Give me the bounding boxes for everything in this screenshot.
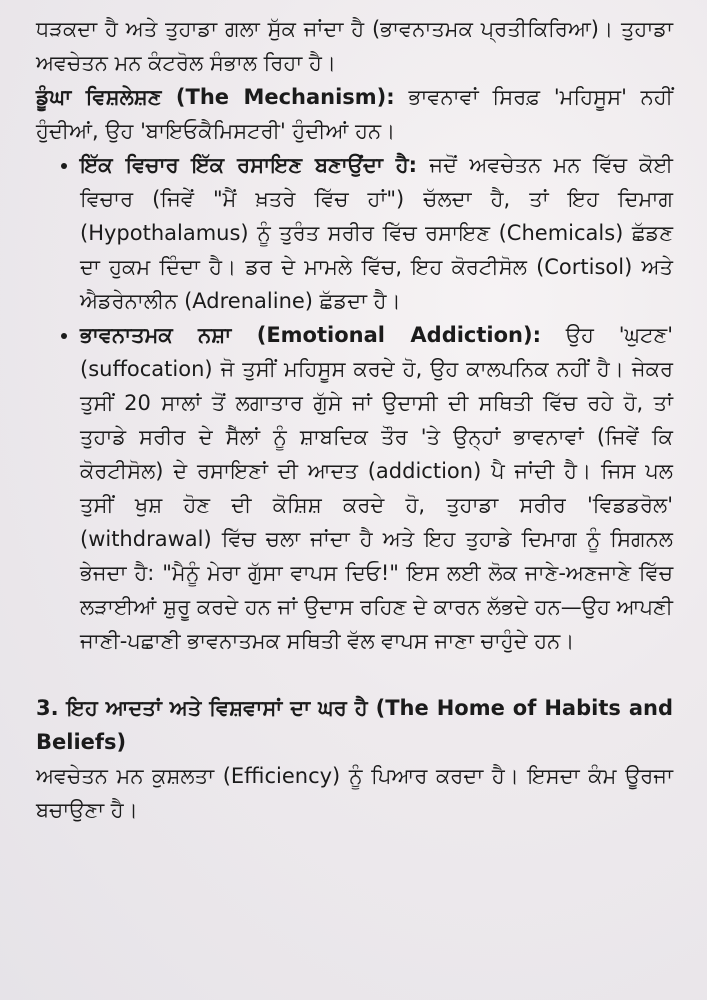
bullet-text: ਉਹ 'ਘੁਟਣ' (suffocation) ਜੋ ਤੁਸੀਂ ਮਹਿਸੂਸ ਕਰਦੇ ਹੋ, ਉਹ ਕਾਲਪਨਿਕ ਨਹੀਂ ਹੈ। ਜੇਕਰ ਤੁਸੀਂ 20 ਸਾਲਾਂ ਤੋਂ ਲਗਾਤਾਰ ਗੁੱਸੇ ਜਾਂ ਉਦਾਸੀ ਦੀ ਸਥਿਤੀ ਵਿੱਚ ਰਹੇ ਹੋ, ਤਾਂ ਤੁਹਾਡੇ ਸਰੀਰ ਦੇ ਸੈੱਲਾਂ ਨੂੰ ਸ਼ਾਬਦਿਕ ਤੌਰ 'ਤੇ ਉਨ੍ਹਾਂ ਭਾਵਨਾਵਾਂ (ਜਿਵੇਂ ਕਿ ਕੋਰਟੀਸੋਲ) ਦੇ ਰਸਾਇਣਾਂ ਦੀ ਆਦਤ (addiction) ਪੈ ਜਾਂਦੀ ਹੈ। ਜਿਸ ਪਲ ਤੁਸੀਂ ਖੁਸ਼ ਹੋਣ ਦੀ ਕੋਸ਼ਿਸ਼ ਕਰਦੇ ਹੋ, ਤੁਹਾਡਾ ਸਰੀਰ 'ਵਿਡਡਰੋਲ' (withdrawal) ਵਿੱਚ ਚਲਾ ਜਾਂਦਾ ਹੈ ਅਤੇ ਇਹ ਤੁਹਾਡੇ ਦਿਮਾਗ ਨੂੰ ਸਿਗਨਲ ਭੇਜਦਾ ਹੈ: "ਮੈਨੂੰ ਮੇਰਾ ਗੁੱਸਾ ਵਾਪਸ ਦਿਓ!" ਇਸ ਲਈ ਲੋਕ ਜਾਣੇ-ਅਣਜਾਣੇ ਵਿੱਚ ਲੜਾਈਆਂ ਸ਼ੁਰੂ ਕਰਦੇ ਹਨ ਜਾਂ ਉਦਾਸ ਰਹਿਣ ਦੇ ਕਾਰਨ ਲੱਭਦੇ ਹਨ—ਉਹ ਆਪਣੀ ਜਾਣੀ-ਪਛਾਣੀ ਭਾਵਨਾਤਮਕ ਸਥਿਤੀ ਵੱਲ ਵਾਪਸ ਜਾਣਾ ਚਾਹੁੰਦੇ ਹਨ। — [80, 323, 673, 653]
bullet-list — [36, 148, 673, 658]
section-heading: 3. ਇਹ ਆਦਤਾਂ ਅਤੇ ਵਿਸ਼ਵਾਸਾਂ ਦਾ ਘਰ ਹੈ (The Home of Habits and Beliefs) — [36, 696, 673, 754]
intro-paragraph: ਧੜਕਦਾ ਹੈ ਅਤੇ ਤੁਹਾਡਾ ਗਲਾ ਸੁੱਕ ਜਾਂਦਾ ਹੈ (ਭਾਵਨਾਤਮਕ ਪ੍ਰਤੀਕਿਰਿਆ)। ਤੁਹਾਡਾ ਅਵਚੇਤਨ ਮਨ ਕੰਟਰੋਲ ਸੰਭਾਲ ਰਿਹਾ ਹੈ। — [36, 17, 673, 75]
section-spacer — [36, 658, 673, 691]
mechanism-label: ਡੂੰਘਾ ਵਿਸ਼ਲੇਸ਼ਣ (The Mechanism): — [36, 85, 395, 109]
bullet-text: ਜਦੋਂ ਅਵਚੇਤਨ ਮਨ ਵਿੱਚ ਕੋਈ ਵਿਚਾਰ (ਜਿਵੇਂ "ਮੈਂ ਖ਼ਤਰੇ ਵਿੱਚ ਹਾਂ") ਚੱਲਦਾ ਹੈ, ਤਾਂ ਇਹ ਦਿਮਾਗ (Hypothalamus) ਨੂੰ ਤੁਰੰਤ ਸਰੀਰ ਵਿੱਚ ਰਸਾਇਣ (Chemicals) ਛੱਡਣ ਦਾ ਹੁਕਮ ਦਿੰਦਾ ਹੈ। ਡਰ ਦੇ ਮਾਮਲੇ ਵਿੱਚ, ਇਹ ਕੋਰਟੀਸੋਲ (Cortisol) ਅਤੇ ਐਡਰੇਨਾਲੀਨ (Adrenaline) ਛੱਡਦਾ ਹੈ। — [80, 153, 673, 313]
bullet-label: ਇੱਕ ਵਿਚਾਰ ਇੱਕ ਰਸਾਇਣ ਬਣਾਉਂਦਾ ਹੈ: — [80, 153, 418, 177]
mechanism-text: ਭਾਵਨਾਵਾਂ ਸਿਰਫ਼ 'ਮਹਿਸੂਸ' ਨਹੀਂ ਹੁੰਦੀਆਂ, ਉਹ 'ਬਾਇਓਕੈਮਿਸਟਰੀ' ਹੁੰਦੀਆਂ ਹਨ। — [36, 85, 673, 143]
list-item — [80, 318, 673, 658]
mechanism-paragraph — [36, 80, 673, 148]
bullet-label: ਭਾਵਨਾਤਮਕ ਨਸ਼ਾ (Emotional Addiction): — [80, 323, 541, 347]
section-paragraph: ਅਵਚੇਤਨ ਮਨ ਕੁਸ਼ਲਤਾ (Efficiency) ਨੂੰ ਪਿਆਰ ਕਰਦਾ ਹੈ। ਇਸਦਾ ਕੰਮ ਊਰਜਾ ਬਚਾਉਣਾ ਹੈ। — [36, 764, 673, 822]
list-item — [80, 148, 673, 318]
